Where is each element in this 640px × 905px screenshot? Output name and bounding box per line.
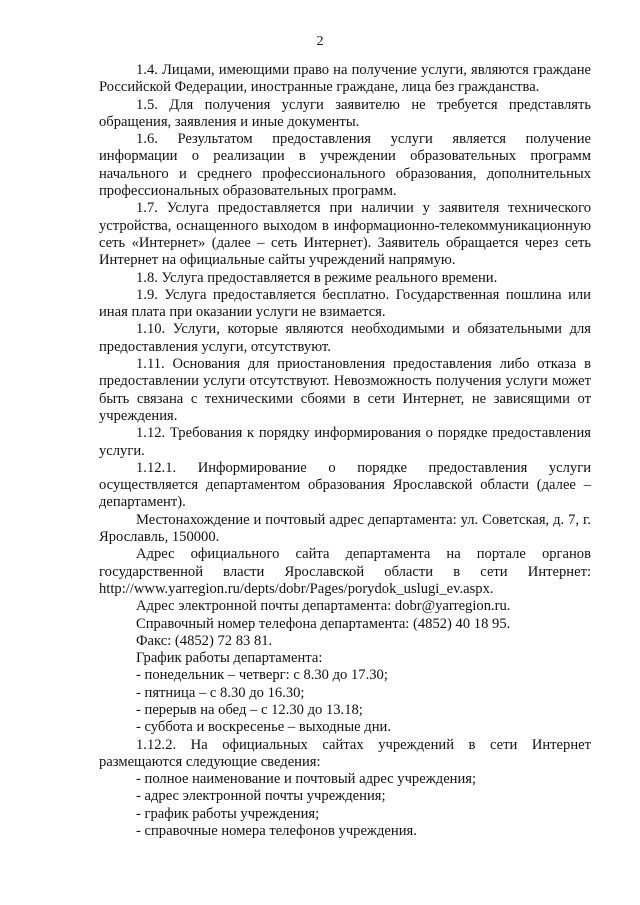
department-fax: Факс: (4852) 72 83 81. [136,632,273,649]
paragraph-1-4: 1.4. Лицами, имеющими право на получение услуги, являются граждане Российской Федерации, иностранные граждане, лица без гражданства. [99,62,591,96]
schedule-item: - понедельник – четверг: с 8.30 до 17.30; [136,667,388,684]
work-schedule-heading: График работы департамента: [136,650,323,667]
department-phone: Справочный номер телефона департамента: (4852) 40 18 95. [136,615,511,632]
paragraph-1-11: 1.11. Основания для приостановления предоставления либо отказа в предоставлении услуги отсутствуют. Невозможность получения услуги может быть связана с техническими сбоями в сети Интернет, не зависящими от учреждения. [99,356,591,424]
paragraph-1-9: 1.9. Услуга предоставляется бесплатно. Государственная пошлина или иная плата при оказании услуги не взимается. [99,286,591,321]
schedule-item: - суббота и воскресенье – выходные дни. [136,719,391,736]
department-website: Адрес официального сайта департамента на портале органов государственной власти Ярославской области в сети Интернет: http://www.yarregion.ru/depts/dobr/Pages/porydok_uslugi_ev.aspx. [99,546,591,597]
schedule-item: - пятница – с 8.30 до 16.30; [136,684,305,701]
paragraph-1-5: 1.5. Для получения услуги заявителю не требуется представлять обращения, заявления и иные документы. [99,96,591,130]
paragraph-1-12-2: 1.12.2. На официальных сайтах учреждений в сети Интернет размещаются следующие сведения: [99,736,591,770]
schedule-item: - перерыв на обед – с 12.30 до 13.18; [136,701,363,718]
info-item: - график работы учреждения; [136,805,320,822]
info-item: - адрес электронной почты учреждения; [136,788,386,805]
paragraph-1-7: 1.7. Услуга предоставляется при наличии у заявителя технического устройства, оснащенного выходом в информационно-телекоммуникационную сеть «Интернет» (далее – сеть Интернет). Заявитель обращается через сеть Интернет на официальные сайты учреждений напрямую. [99,200,591,269]
paragraph-1-12-1: 1.12.1. Информирование о порядке предоставления услуги осуществляется департаментом образования Ярославской области (далее – департамент). [99,459,591,511]
info-item: - справочные номера телефонов учреждения. [136,823,417,840]
department-address: Местонахождение и почтовый адрес департамента: ул. Советская, д. 7, г. Ярославль, 150000. [99,511,591,546]
info-item: - полное наименование и почтовый адрес учреждения; [136,771,477,788]
document-body [99,62,591,840]
paragraph-1-8: 1.8. Услуга предоставляется в режиме реального времени. [136,269,498,286]
paragraph-1-6: 1.6. Результатом предоставления услуги является получение информации о реализации в учреждении образовательных программ начального и среднего профессионального образования, дополнительных профессиональных образовательных программ. [99,131,591,200]
paragraph-1-12: 1.12. Требования к порядку информирования о порядке предоставления услуги. [99,425,591,459]
paragraph-1-10: 1.10. Услуги, которые являются необходимыми и обязательными для предоставления услуги, отсутствуют. [99,321,591,355]
page-number: 2 [316,34,324,49]
department-email: Адрес электронной почты департамента: dobr@yarregion.ru. [136,598,511,615]
